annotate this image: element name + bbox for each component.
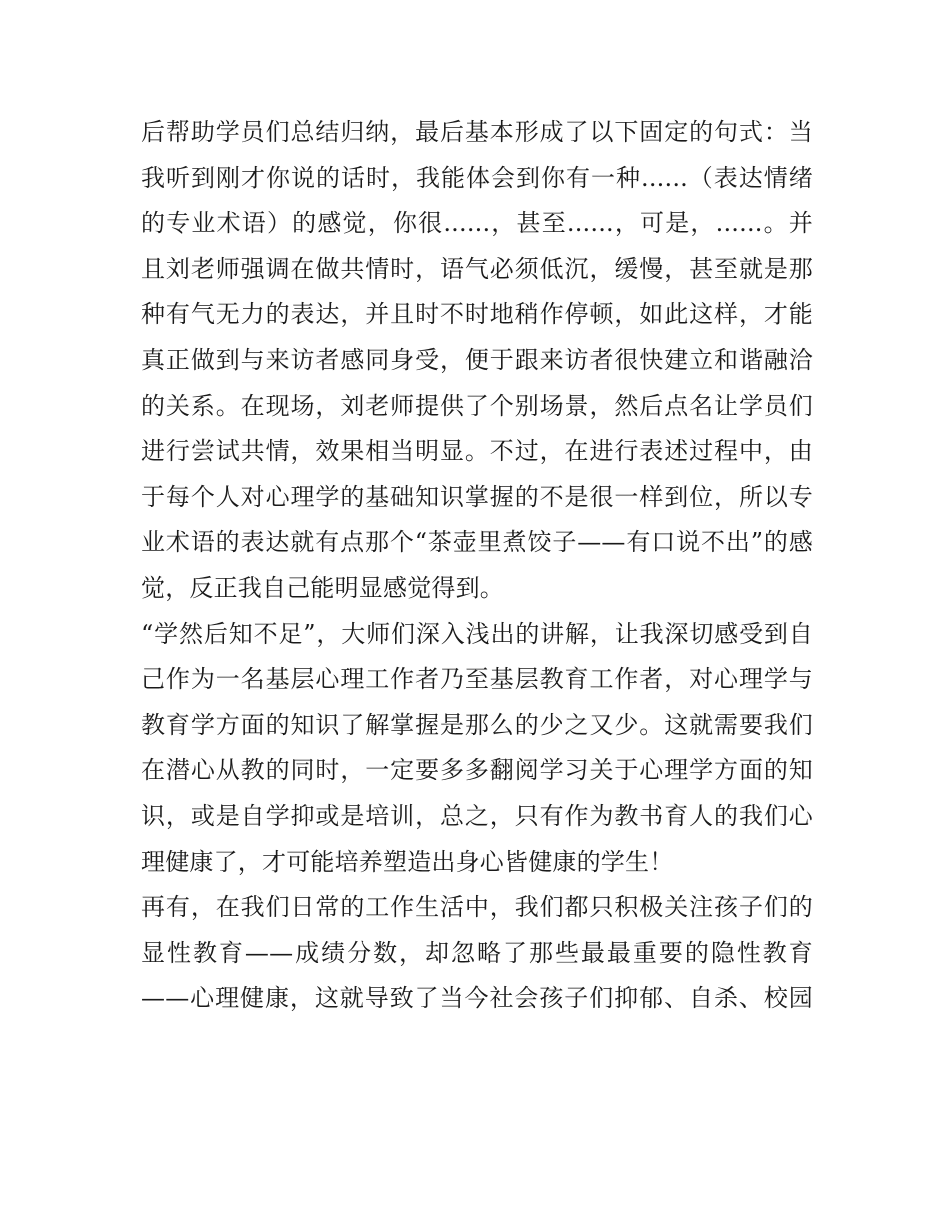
text-line-9: 于每个人对心理学的基础知识掌握的不是很一样到位，所以专 — [141, 482, 813, 511]
text-line-4: 且刘老师强调在做共情时，语气必须低沉，缓慢，甚至就是那 — [141, 254, 813, 283]
text-line-12: “学然后知不足”，大师们深入浅出的讲解，让我深切感受到自 — [141, 619, 813, 648]
text-line-3: 的专业术语）的感觉，你很......，甚至......，可是，......。并 — [141, 209, 813, 238]
text-line-10: 业术语的表达就有点那个“茶壶里煮饺子——有口说不出”的感 — [141, 528, 813, 557]
text-line-1: 后帮助学员们总结归纳，最后基本形成了以下固定的句式：当 — [141, 118, 813, 146]
text-line-13: 己作为一名基层心理工作者乃至基层教育工作者，对心理学与 — [141, 665, 813, 694]
body-text — [141, 110, 813, 1022]
text-line-19: 显性教育——成绩分数，却忽略了那些最最重要的隐性教育 — [141, 938, 813, 967]
text-line-15: 在潜心从教的同时，一定要多多翻阅学习关于心理学方面的知 — [141, 756, 813, 785]
text-line-20: ——心理健康，这就导致了当今社会孩子们抑郁、自杀、校园 — [141, 984, 813, 1013]
text-line-16: 识，或是自学抑或是培训，总之，只有作为教书育人的我们心 — [141, 801, 813, 830]
text-line-17: 理健康了，才可能培养塑造出身心皆健康的学生！ — [141, 847, 674, 876]
text-line-5: 种有气无力的表达，并且时不时地稍作停顿，如此这样，才能 — [141, 300, 813, 329]
text-line-8: 进行尝试共情，效果相当明显。不过，在进行表述过程中，由 — [141, 437, 813, 466]
text-line-14: 教育学方面的知识了解掌握是那么的少之又少。这就需要我们 — [141, 710, 813, 739]
text-line-11: 觉，反正我自己能明显感觉得到。 — [141, 573, 504, 602]
text-line-7: 的关系。在现场，刘老师提供了个别场景，然后点名让学员们 — [141, 391, 813, 420]
text-line-18: 再有，在我们日常的工作生活中，我们都只积极关注孩子们的 — [141, 893, 813, 922]
text-line-6: 真正做到与来访者感同身受，便于跟来访者很快建立和谐融洽 — [141, 345, 813, 374]
text-line-2: 我听到刚才你说的话时，我能体会到你有一种......（表达情绪 — [141, 163, 813, 192]
